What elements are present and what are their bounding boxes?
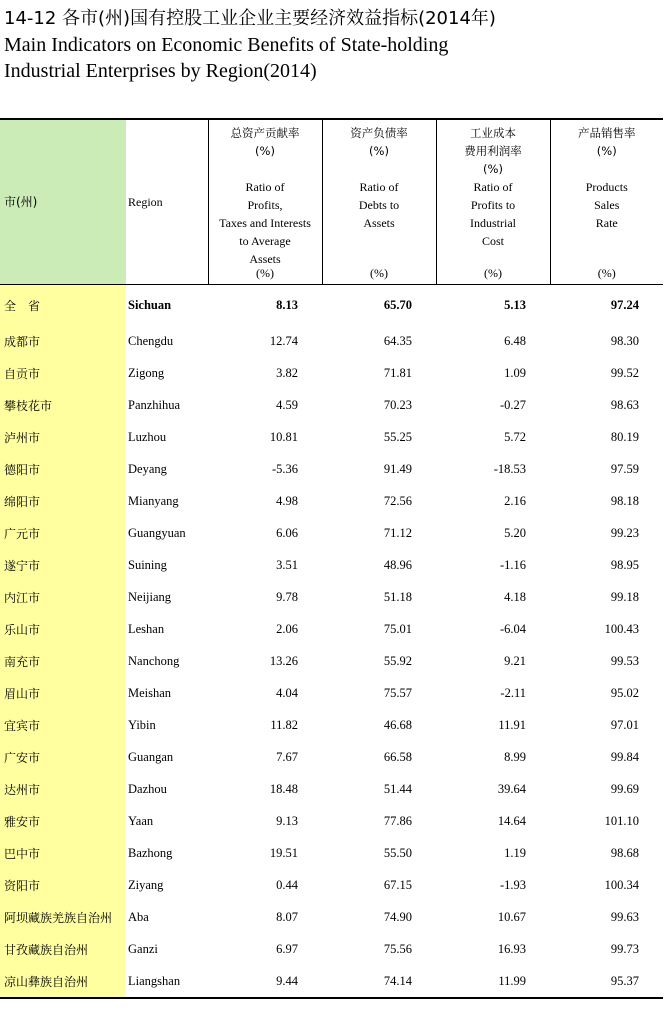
table-row xyxy=(0,805,663,837)
region-en-cell: Suining xyxy=(128,557,167,572)
debt-ratio-cell: 75.57 xyxy=(383,685,412,700)
region-en-cell: Liangshan xyxy=(126,965,208,998)
table-row xyxy=(0,741,663,773)
assets-contribution-cell: -5.36 xyxy=(271,461,298,476)
header-cn-unit: (%) xyxy=(483,162,503,176)
assets-contribution-cell: 8.07 xyxy=(276,909,298,924)
region-en-cell: Ganzi xyxy=(128,941,158,956)
table-row xyxy=(0,325,663,357)
table-row xyxy=(0,613,663,645)
column-header-sales-rate xyxy=(550,119,663,285)
header-en-line: Profits, xyxy=(247,198,283,212)
debt-ratio-cell: 51.44 xyxy=(383,781,412,796)
table-row xyxy=(0,421,663,453)
table-row xyxy=(0,485,663,517)
sales-rate-cell: 97.01 xyxy=(610,717,639,732)
header-en-label xyxy=(437,178,550,250)
header-unit: (%) xyxy=(256,266,274,280)
header-en-line: Rate xyxy=(595,216,618,230)
cost-profit-ratio-cell: 2.16 xyxy=(504,493,526,508)
region-en-cell: Sichuan xyxy=(128,297,172,312)
cost-profit-ratio-cell: -6.04 xyxy=(499,621,526,636)
sales-rate-cell: 99.63 xyxy=(610,909,639,924)
header-en-line: to Average xyxy=(239,234,291,248)
title-block xyxy=(4,6,662,84)
debt-ratio-cell: 46.68 xyxy=(383,717,412,732)
region-en-cell: Aba xyxy=(128,909,149,924)
table-row xyxy=(0,837,663,869)
header-cn-label: 产品销售率 xyxy=(578,126,636,140)
debt-ratio-cell: 51.18 xyxy=(383,589,412,604)
sales-rate-cell: 99.18 xyxy=(610,589,639,604)
cost-profit-ratio-cell: -1.93 xyxy=(499,877,526,892)
indicators-table xyxy=(0,118,663,999)
cost-profit-ratio-cell: -18.53 xyxy=(493,461,526,476)
region-cn-cell: 资阳市 xyxy=(0,869,126,901)
assets-contribution-cell: 8.13 xyxy=(276,297,298,312)
cost-profit-ratio-cell: -0.27 xyxy=(499,397,526,412)
cost-profit-ratio-cell: 16.93 xyxy=(497,941,526,956)
region-cn-cell: 达州市 xyxy=(0,773,126,805)
debt-ratio-cell: 91.49 xyxy=(383,461,412,476)
region-cn-cell: 德阳市 xyxy=(0,453,126,485)
region-en-cell: Neijiang xyxy=(128,589,172,604)
region-en-cell: Guangan xyxy=(128,749,174,764)
cost-profit-ratio-cell: 14.64 xyxy=(497,813,526,828)
debt-ratio-cell: 71.12 xyxy=(383,525,412,540)
cost-profit-ratio-cell: 1.19 xyxy=(504,845,526,860)
assets-contribution-cell: 13.26 xyxy=(269,653,298,668)
header-en-line: Sales xyxy=(594,198,620,212)
table-row xyxy=(0,357,663,389)
debt-ratio-cell: 55.92 xyxy=(383,653,412,668)
column-header-cost-profit-ratio xyxy=(436,119,550,285)
region-cn-cell: 自贡市 xyxy=(0,357,126,389)
debt-ratio-cell: 77.86 xyxy=(383,813,412,828)
region-en-header: Region xyxy=(126,119,208,285)
header-unit: (%) xyxy=(370,266,388,280)
sales-rate-cell: 99.84 xyxy=(610,749,639,764)
region-cn-cell: 雅安市 xyxy=(0,805,126,837)
sales-rate-cell: 99.69 xyxy=(610,781,639,796)
debt-ratio-cell: 67.15 xyxy=(383,877,412,892)
assets-contribution-cell: 3.51 xyxy=(276,557,298,572)
cost-profit-ratio-cell: -2.11 xyxy=(500,685,526,700)
column-header-debt-ratio xyxy=(322,119,436,285)
region-en-cell: Luzhou xyxy=(128,429,167,444)
assets-contribution-cell: 6.97 xyxy=(276,941,298,956)
header-cn-label: 资产负债率 xyxy=(350,126,408,140)
header-en-line: Ratio of xyxy=(473,180,513,194)
title-english-line-2: Industrial Enterprises by Region(2014) xyxy=(4,60,317,82)
cost-profit-ratio-cell: 6.48 xyxy=(504,333,526,348)
debt-ratio-cell: 75.56 xyxy=(383,941,412,956)
sales-rate-cell: 101.10 xyxy=(604,813,639,828)
title-chinese: 14-12 各市(州)国有控股工业企业主要经济效益指标(2014年) xyxy=(4,8,496,29)
table-row xyxy=(0,517,663,549)
table-row xyxy=(0,581,663,613)
region-en-cell: Bazhong xyxy=(128,845,173,860)
region-en-cell: Leshan xyxy=(128,621,165,636)
sales-rate-cell: 97.59 xyxy=(610,461,639,476)
cost-profit-ratio-cell: 11.91 xyxy=(498,717,526,732)
debt-ratio-cell: 64.35 xyxy=(383,333,412,348)
title-english-line-1: Main Indicators on Economic Benefits of State-holding xyxy=(4,34,449,56)
region-cn-cell: 攀枝花市 xyxy=(0,389,126,421)
header-en-line: Profits to xyxy=(470,198,516,212)
sales-rate-cell: 95.37 xyxy=(550,965,663,998)
region-cn-cell: 甘孜藏族自治州 xyxy=(0,933,126,965)
cost-profit-ratio-cell: 9.21 xyxy=(504,653,526,668)
header-en-label xyxy=(551,178,664,232)
table-body xyxy=(0,285,663,999)
cost-profit-ratio-cell: 39.64 xyxy=(497,781,526,796)
table-row xyxy=(0,677,663,709)
assets-contribution-cell: 10.81 xyxy=(269,429,298,444)
assets-contribution-cell: 18.48 xyxy=(269,781,298,796)
assets-contribution-cell: 4.04 xyxy=(276,685,298,700)
debt-ratio-cell: 48.96 xyxy=(383,557,412,572)
header-en-label xyxy=(209,178,322,268)
debt-ratio-cell: 72.56 xyxy=(383,493,412,508)
total-row xyxy=(0,285,663,326)
header-cn-unit: (%) xyxy=(255,144,275,158)
assets-contribution-cell: 6.06 xyxy=(276,525,298,540)
sales-rate-cell: 99.73 xyxy=(610,941,639,956)
region-en-cell: Panzhihua xyxy=(128,397,181,412)
assets-contribution-cell: 12.74 xyxy=(269,333,298,348)
region-en-cell: Yibin xyxy=(128,717,156,732)
sales-rate-cell: 100.34 xyxy=(604,877,639,892)
assets-contribution-cell: 19.51 xyxy=(269,845,298,860)
sales-rate-cell: 98.63 xyxy=(610,397,639,412)
header-cn-label-line-2: 费用利润率 xyxy=(464,144,522,158)
cost-profit-ratio-cell: 11.99 xyxy=(436,965,550,998)
region-cn-cell: 广安市 xyxy=(0,741,126,773)
sales-rate-cell: 100.43 xyxy=(604,621,639,636)
region-cn-cell: 阿坝藏族羌族自治州 xyxy=(0,901,126,933)
table-row xyxy=(0,453,663,485)
sales-rate-cell: 95.02 xyxy=(610,685,639,700)
table-row xyxy=(0,965,663,998)
debt-ratio-cell: 65.70 xyxy=(383,297,412,312)
assets-contribution-cell: 0.44 xyxy=(276,877,298,892)
debt-ratio-cell: 74.14 xyxy=(322,965,436,998)
region-en-cell: Meishan xyxy=(128,685,172,700)
region-cn-cell: 遂宁市 xyxy=(0,549,126,581)
sales-rate-cell: 99.52 xyxy=(610,365,639,380)
table-row xyxy=(0,933,663,965)
region-cn-cell: 内江市 xyxy=(0,581,126,613)
region-en-cell: Deyang xyxy=(128,461,167,476)
header-cn-unit: (%) xyxy=(596,144,617,158)
debt-ratio-cell: 55.50 xyxy=(383,845,412,860)
assets-contribution-cell: 9.44 xyxy=(208,965,322,998)
assets-contribution-cell: 4.59 xyxy=(276,397,298,412)
cost-profit-ratio-cell: 1.09 xyxy=(504,365,526,380)
sales-rate-cell: 98.18 xyxy=(610,493,639,508)
region-cn-cell: 眉山市 xyxy=(0,677,126,709)
assets-contribution-cell: 4.98 xyxy=(276,493,298,508)
region-cn-cell: 泸州市 xyxy=(0,421,126,453)
header-en-label xyxy=(323,178,436,232)
cost-profit-ratio-cell: 8.99 xyxy=(504,749,526,764)
sales-rate-cell: 97.24 xyxy=(610,297,639,312)
table-row xyxy=(0,773,663,805)
header-en-line: Industrial xyxy=(470,216,516,230)
region-cn-cell: 广元市 xyxy=(0,517,126,549)
region-cn-cell: 绵阳市 xyxy=(0,485,126,517)
debt-ratio-cell: 74.90 xyxy=(383,909,412,924)
region-en-cell: Mianyang xyxy=(128,493,179,508)
cost-profit-ratio-cell: 5.72 xyxy=(504,429,526,444)
header-en-line: Assets xyxy=(363,216,395,230)
region-en-cell: Nanchong xyxy=(128,653,180,668)
table-header-row xyxy=(0,119,663,285)
region-en-cell: Chengdu xyxy=(128,333,174,348)
region-en-cell: Yaan xyxy=(128,813,154,828)
assets-contribution-cell: 9.13 xyxy=(276,813,298,828)
header-en-line: Products xyxy=(585,180,628,194)
debt-ratio-cell: 71.81 xyxy=(383,365,412,380)
column-header-assets-contribution xyxy=(208,119,322,285)
table-row xyxy=(0,901,663,933)
table-row xyxy=(0,549,663,581)
assets-contribution-cell: 9.78 xyxy=(276,589,298,604)
header-en-line: Assets xyxy=(249,252,281,266)
debt-ratio-cell: 75.01 xyxy=(383,621,412,636)
cost-profit-ratio-cell: 5.13 xyxy=(504,297,526,312)
header-en-line: Cost xyxy=(481,234,504,248)
header-unit: (%) xyxy=(484,266,502,280)
region-cn-header: 市(州) xyxy=(0,119,126,285)
region-cn-cell: 巴中市 xyxy=(0,837,126,869)
assets-contribution-cell: 2.06 xyxy=(276,621,298,636)
table-row xyxy=(0,709,663,741)
header-en-line: Taxes and Interests xyxy=(219,216,311,230)
header-en-line: Ratio of xyxy=(245,180,285,194)
region-en-cell: Ziyang xyxy=(128,877,164,892)
header-unit: (%) xyxy=(597,266,616,280)
region-en-cell: Guangyuan xyxy=(128,525,186,540)
table-row xyxy=(0,645,663,677)
header-cn-label: 工业成本 xyxy=(470,126,516,140)
header-cn-unit: (%) xyxy=(369,144,389,158)
cost-profit-ratio-cell: 5.20 xyxy=(504,525,526,540)
region-cn-cell: 宜宾市 xyxy=(0,709,126,741)
table-row xyxy=(0,389,663,421)
sales-rate-cell: 98.95 xyxy=(610,557,639,572)
assets-contribution-cell: 7.67 xyxy=(276,749,298,764)
debt-ratio-cell: 70.23 xyxy=(383,397,412,412)
sales-rate-cell: 98.30 xyxy=(610,333,639,348)
debt-ratio-cell: 66.58 xyxy=(383,749,412,764)
region-cn-cell: 全省 xyxy=(0,285,126,326)
region-cn-cell: 乐山市 xyxy=(0,613,126,645)
sales-rate-cell: 99.23 xyxy=(610,525,639,540)
header-en-line: Ratio of xyxy=(359,180,399,194)
sales-rate-cell: 98.68 xyxy=(610,845,639,860)
region-en-cell: Zigong xyxy=(128,365,165,380)
debt-ratio-cell: 55.25 xyxy=(383,429,412,444)
region-cn-cell: 南充市 xyxy=(0,645,126,677)
cost-profit-ratio-cell: 10.67 xyxy=(497,909,526,924)
assets-contribution-cell: 11.82 xyxy=(270,717,298,732)
cost-profit-ratio-cell: -1.16 xyxy=(499,557,526,572)
region-en-cell: Dazhou xyxy=(128,781,167,796)
header-en-line: Debts to xyxy=(358,198,400,212)
table-row xyxy=(0,869,663,901)
region-cn-cell: 凉山彝族自治州 xyxy=(0,965,126,998)
region-cn-cell: 成都市 xyxy=(0,325,126,357)
sales-rate-cell: 80.19 xyxy=(610,429,639,444)
cost-profit-ratio-cell: 4.18 xyxy=(504,589,526,604)
header-cn-label: 总资产贡献率 xyxy=(230,126,300,140)
sales-rate-cell: 99.53 xyxy=(610,653,639,668)
assets-contribution-cell: 3.82 xyxy=(276,365,298,380)
